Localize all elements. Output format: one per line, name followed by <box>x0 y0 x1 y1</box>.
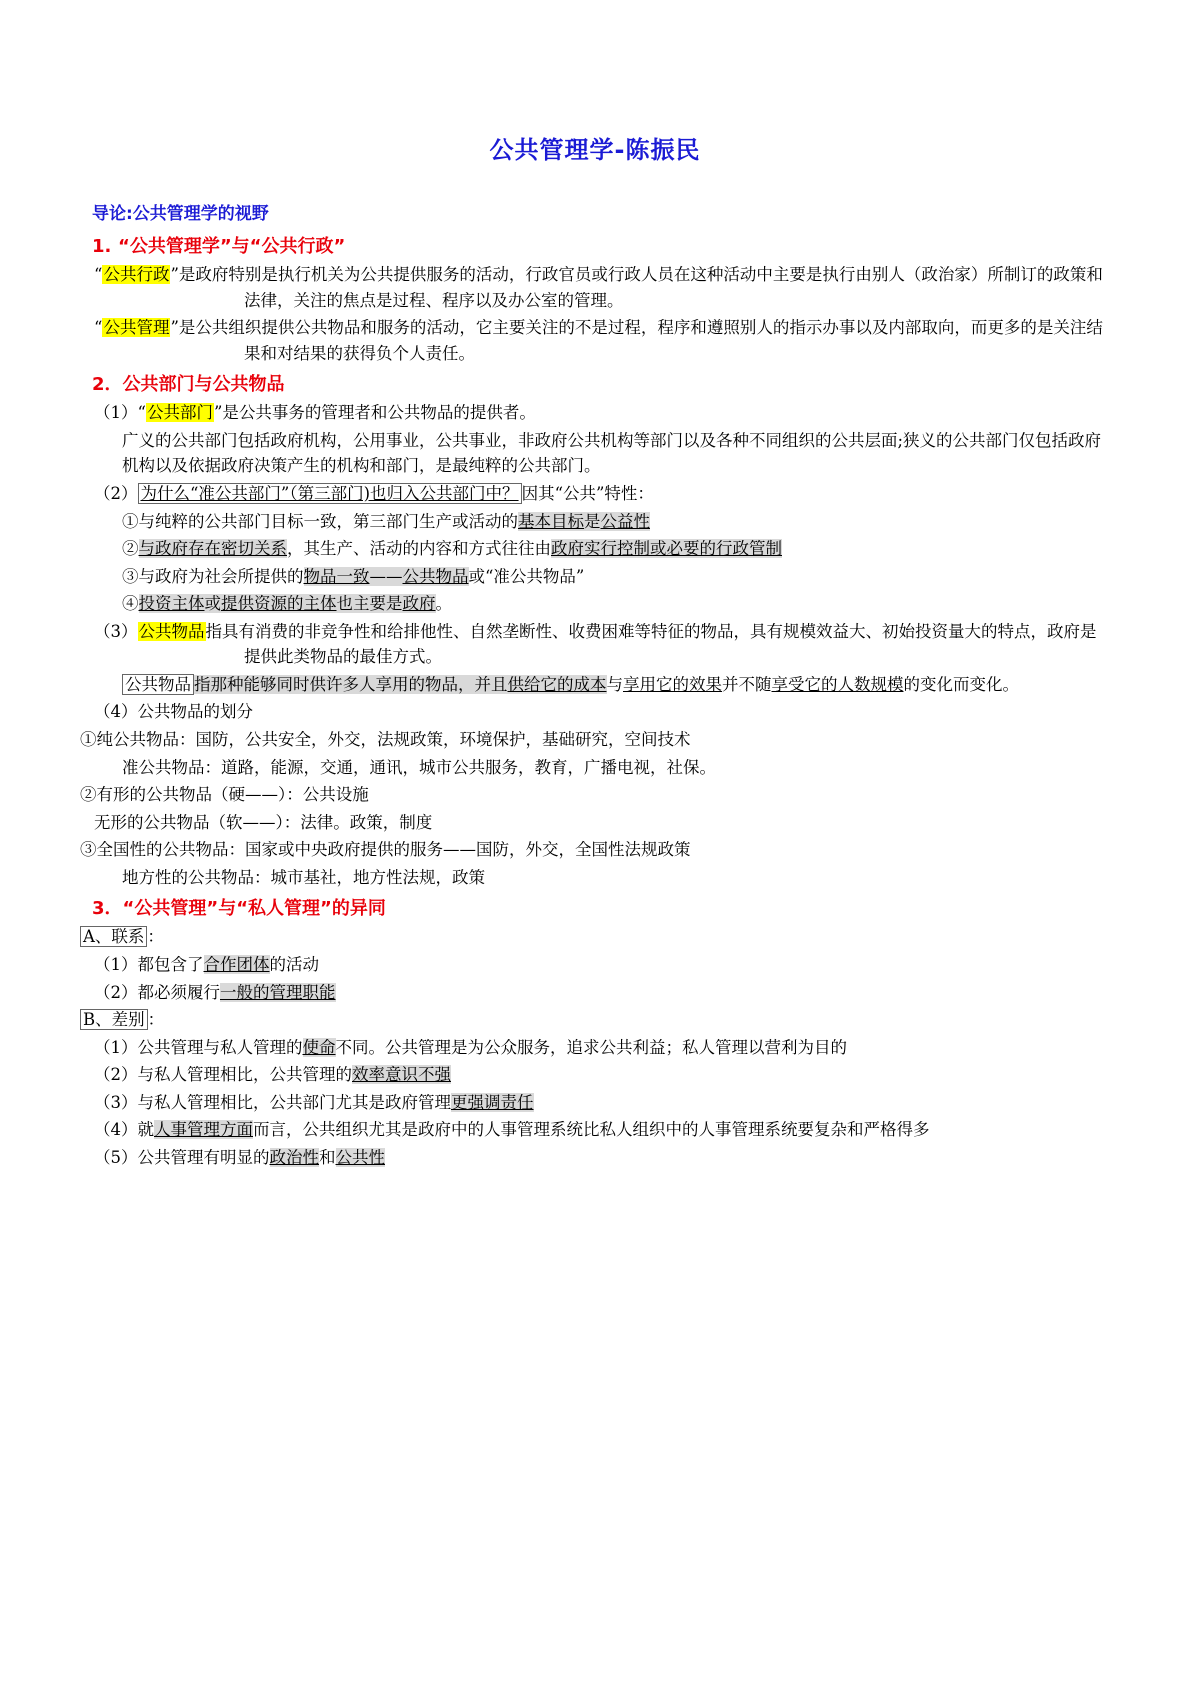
item-2-4: （4）公共物品的划分 <box>94 702 253 722</box>
paragraph-public-administration-text: ”是政府特别是执行机关为公共提供服务的活动，行政官员或行政人员在这种活动中主要是执行由别人（政治家）所制订的政策和法律，关注的焦点是过程、程序以及办公室的管理。 <box>170 265 1103 310</box>
item-2-2-d-mid: 或 <box>204 594 221 614</box>
item-3-b-1 <box>94 1035 1110 1061</box>
item-2-2-prefix: （2） <box>94 483 138 503</box>
section-heading-1 <box>92 232 1110 258</box>
item-2-3-b-prefix: 指那种能够同时供许多人享用的物品，并且 <box>194 674 508 694</box>
item-3-a-2-prefix: （2）都必须履行 <box>94 982 220 1002</box>
item-3-b-1-post: 不同。公共管理是为公众服务，追求公共利益；私人管理以营利为目的 <box>335 1037 847 1057</box>
item-2-1-body: 广义的公共部门包括政府机构，公用事业，公共事业，非政府公共机构等部门以及各种不同组织的公共层面;狭义的公共部门仅包括政府机构以及依据政府决策产生的机构和部门，是最纯粹的公共部门。 <box>122 430 1102 476</box>
underline-political-nature: 政治性 <box>269 1147 319 1167</box>
subsection-a-colon: ： <box>147 927 164 947</box>
item-2-3-b <box>122 672 1110 698</box>
section-title-3: “公共管理”与“私人管理”的异同 <box>122 898 386 920</box>
item-3-b-5 <box>94 1145 1110 1171</box>
item-3-b-4 <box>94 1117 1110 1143</box>
item-2-2-d <box>122 591 1110 617</box>
item-3-b-5-mid: 和 <box>319 1147 336 1167</box>
item-2-4-b: ②有形的公共物品（硬——）：公共设施 <box>80 785 369 805</box>
item-2-3-b-mid: 与 <box>606 674 623 694</box>
item-2-3-text: 指具有消费的非竞争性和给排他性、自然垄断性、收费困难等特征的物品，具有规模效益大、初始投资量大的特点，政府是提供此类物品的最佳方式。 <box>205 621 1097 667</box>
section-number-2: 2． <box>92 374 123 396</box>
item-2-4-a2: 准公共物品：道路，能源，交通，通讯，城市公共服务，教育，广播电视，社保。 <box>122 757 716 777</box>
item-2-2-b <box>122 536 1110 562</box>
item-2-2-c <box>122 564 1110 590</box>
item-2-4-c2: 地方性的公共物品：城市基社，地方性法规，政策 <box>122 867 485 887</box>
item-2-3-b-end: 的变化而变化。 <box>903 674 1019 694</box>
underline-personnel-management: 人事管理方面 <box>154 1120 253 1140</box>
underline-public-goods: 公共物品 <box>402 566 469 586</box>
item-3-b-2-prefix: （2）与私人管理相比，公共管理的 <box>94 1065 352 1085</box>
highlight-public-administration: 公共行政 <box>103 265 170 284</box>
highlight-public-management: 公共管理 <box>103 318 170 338</box>
item-2-4-a: ①纯公共物品：国防，公共安全，外交，法规政策，环境保护，基础研究，空间技术 <box>80 730 691 749</box>
highlight-public-goods: 公共物品 <box>138 621 205 641</box>
item-3-a-1-post: 的活动 <box>269 954 319 974</box>
item-3-b-3-prefix: （3）与私人管理相比，公共部门尤其是政府管理 <box>94 1092 451 1112</box>
item-2-2-c-suffix: 或“准公共物品” <box>468 566 585 586</box>
underline-supply-cost: 供给它的成本 <box>507 674 607 694</box>
item-2-1-prefix: （1）“ <box>94 403 146 423</box>
quote-open: “ <box>94 265 103 284</box>
item-2-2-a <box>122 509 1110 535</box>
paragraph-public-administration <box>94 262 1110 313</box>
item-2-2-b-mid: ，其生产、活动的内容和方式往往由 <box>287 539 551 559</box>
item-2-2-d-prefix: ④ <box>122 594 139 614</box>
subsection-a <box>80 924 1110 950</box>
item-2-2-suffix: 因其“公共”特性： <box>521 483 654 503</box>
item-2-3-b-post: 并不随 <box>722 674 772 694</box>
item-3-a-1 <box>94 952 1110 978</box>
quote-open: “ <box>94 318 103 338</box>
underline-people-scale: 享受它的人数规模 <box>771 674 904 694</box>
item-3-b-4-post: 而言，公共组织尤其是政府中的人事管理系统比私人组织中的人事管理系统要复杂和严格得多 <box>253 1120 930 1140</box>
item-3-b-3 <box>94 1090 1110 1116</box>
page-title: 公共管理学-陈振民 <box>489 136 701 164</box>
boxed-label-b: B、差别 <box>80 1009 148 1030</box>
highlight-public-sector: 公共部门 <box>146 403 213 423</box>
intro-heading: 导论:公共管理学的视野 <box>92 204 269 224</box>
section-heading-3 <box>92 894 1110 920</box>
item-2-3 <box>94 619 1110 670</box>
item-2-2-c-mid: —— <box>369 566 403 586</box>
item-2-1 <box>94 400 1110 426</box>
underline-investment-body: 投资主体 <box>138 594 205 614</box>
subsection-b-colon: ： <box>147 1010 165 1030</box>
underline-weak-efficiency: 效率意识不强 <box>352 1065 451 1085</box>
boxed-label-a: A、联系 <box>80 926 147 947</box>
item-3-a-2 <box>94 980 1110 1006</box>
subsection-b <box>80 1007 1110 1033</box>
underline-public-welfare: 公益性 <box>600 511 650 531</box>
underline-same-goods: 物品一致 <box>303 566 370 586</box>
item-2-1-suffix: ”是公共事务的管理者和公共物品的提供者。 <box>213 403 536 423</box>
underline-basic-goal: 基本目标 <box>518 511 584 531</box>
item-2-4-b2: 无形的公共物品（软——）：法律。政策，制度 <box>94 812 433 832</box>
underline-general-functions: 一般的管理职能 <box>220 982 336 1002</box>
underline-enjoy-effect: 享用它的效果 <box>623 674 722 694</box>
item-2-2-b-prefix: ② <box>122 539 139 559</box>
item-2-2-c-prefix: ③与政府为社会所提供的 <box>122 566 304 586</box>
item-3-a-1-prefix: （1）都包含了 <box>94 954 204 974</box>
boxed-question-quasi-public-sector: 为什么“准公共部门”（第三部门)也归入公共部门中？ <box>138 483 522 504</box>
section-number-1: 1. <box>92 236 112 257</box>
item-2-2-d-end: 。 <box>435 594 452 614</box>
item-2-3-prefix: （3） <box>94 621 138 641</box>
underline-cooperative-group: 合作团体 <box>203 954 270 974</box>
section-title-1: “公共管理学”与“公共行政” <box>118 236 346 257</box>
item-2-4-c: ③全国性的公共物品：国家或中央政府提供的服务——国防，外交，全国性法规政策 <box>80 840 691 860</box>
item-2-2 <box>94 481 1110 507</box>
item-3-b-1-prefix: （1）公共管理与私人管理的 <box>94 1037 303 1057</box>
underline-government: 政府 <box>402 594 436 614</box>
item-3-b-5-prefix: （5）公共管理有明显的 <box>94 1147 270 1167</box>
underline-mission: 使命 <box>302 1037 336 1057</box>
section-heading-2 <box>92 370 1110 396</box>
underline-close-gov-relation: 与政府存在密切关系 <box>138 539 287 559</box>
underline-accountability: 更强调责任 <box>451 1092 534 1112</box>
item-2-2-a-prefix: ①与纯粹的公共部门目标一致，第三部门生产或活动的 <box>122 511 518 531</box>
underline-public-nature: 公共性 <box>335 1147 385 1167</box>
section-title-2: 公共部门与公共物品 <box>122 374 285 396</box>
underline-resource-provider: 提供资源的主体 <box>221 594 337 614</box>
item-3-b-2 <box>94 1062 1110 1088</box>
item-2-2-a-mid: 是 <box>584 511 601 531</box>
section-number-3: 3． <box>92 898 123 920</box>
paragraph-public-management-text: ”是公共组织提供公共物品和服务的活动，它主要关注的不是过程，程序和遵照别人的指示办事以及内部取向，而更多的是关注结果和对结果的获得负个人责任。 <box>170 318 1103 363</box>
paragraph-public-management <box>94 315 1110 366</box>
item-2-2-d-post: 也主要是 <box>336 594 403 614</box>
boxed-public-goods: 公共物品 <box>122 674 194 695</box>
underline-gov-control: 政府实行控制或必要的行政管制 <box>551 539 782 559</box>
item-3-b-4-prefix: （4）就 <box>94 1120 154 1140</box>
